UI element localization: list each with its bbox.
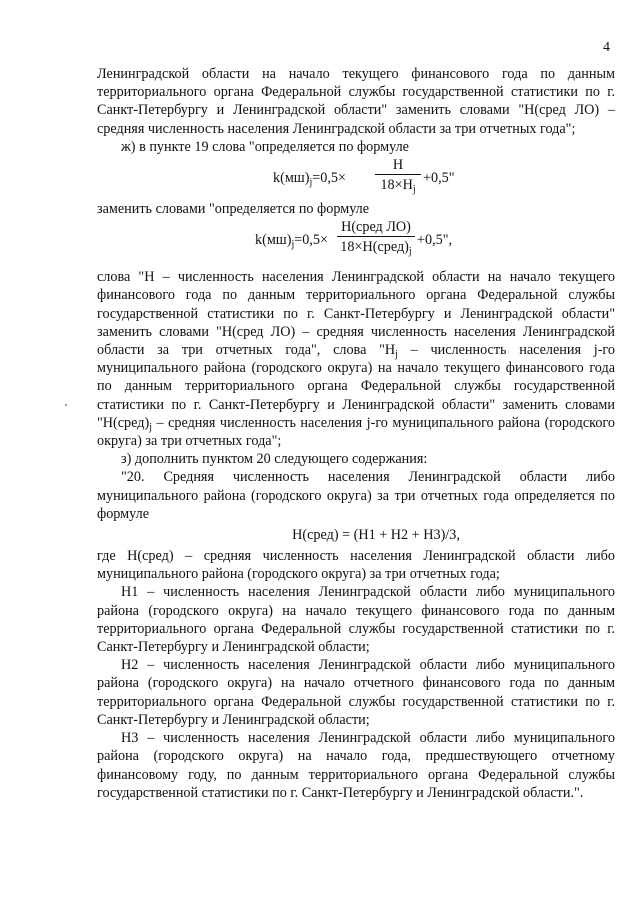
formula-old-den-sub: j: [412, 184, 416, 196]
formula-old: [97, 156, 615, 202]
paragraph-h2: Н2 – численность населения Ленинградской области либо муниципального района (городского округа) на начало отчетного финансового года по данным территориального органа Федеральной службы государственной статистики по г. Санкт-Петербургу и Ленинградской области;: [97, 657, 615, 728]
formula-old-middle: =0,5×: [312, 170, 346, 187]
formula-old-denominator: 18×Н: [380, 177, 413, 194]
scan-dot: [65, 404, 67, 406]
formula-new-left-sub: j: [291, 239, 295, 251]
paragraph-continuation: Ленинградской области на начало текущего финансового года по данным территориального органа Федеральной службы государственной статистики по г. Санкт-Петербургу и Ленинградской области" заменить словами "Н(сред ЛО) – средняя численность населения Ленинградской области за три отчетных года";: [97, 66, 615, 137]
paragraph-point-20: "20. Средняя численность населения Ленинградской области либо муниципального района (городского округа) за три отчетных года определяется по формуле: [97, 469, 615, 522]
paragraph-item-z: з) дополнить пунктом 20 следующего содержания:: [121, 451, 428, 468]
document-body: [97, 65, 615, 802]
formula-new-right: +0,5",: [417, 232, 453, 249]
formula-old-left-sub: j: [309, 177, 313, 189]
formula-new-numerator: Н(сред ЛО): [341, 219, 411, 236]
formula-new-den-sub: j: [408, 246, 412, 258]
page-number: 4: [603, 40, 610, 55]
formula-new-left: k(мш): [255, 232, 292, 249]
paragraph-h3: Н3 – численность населения Ленинградской области либо муниципального района (городского округа) на начало года, предшествующего отчетному финансовому году, по данным территориального органа Федеральной службы государственной статистики по г. Санкт-Петербургу и Ленинградской области.".: [97, 730, 615, 801]
paragraph-h1: Н1 – численность населения Ленинградской области либо муниципального района (городского округа) на начало текущего финансового года по данным территориального органа Федеральной службы государственной статистики по г. Санкт-Петербургу и Ленинградской области;: [97, 584, 615, 656]
formula-old-left: k(мш): [273, 170, 310, 187]
formula-new-denominator: 18×Н(сред): [340, 239, 409, 256]
paragraph-replace-with: заменить словами "определяется по формуле: [97, 201, 370, 218]
paragraph-words-sub1: j: [395, 349, 398, 361]
paragraph-words-a: слова "Н – численность населения Ленинградской области на начало текущего финансового года по данным территориального органа Федеральной службы государственной статистики по г. Санкт-Петербургу и Ленинградской области" заменить словами "Н(сред ЛО) – средняя численность населения Ленинградской области за три отчетных года", слова "Н: [97, 269, 615, 359]
paragraph-words-b: – численность населения j-го муниципального района (городского округа) на начало текущего финансового года по данным территориального органа Федеральной службы государственной статистики по г. Санкт-Петербургу и Ленинградской области" заменить словами "Н(сред): [97, 342, 615, 431]
paragraph-words-c: – средняя численность населения j-го муниципального района (городского округа) за три отчетных года";: [97, 414, 615, 450]
paragraph-where: где Н(сред) – средняя численность населения Ленинградской области либо муниципального района (городского округа) за три отчетных года;: [97, 548, 615, 583]
formula-new: [97, 218, 615, 264]
paragraph-words-sub2: j: [149, 421, 152, 433]
formula-old-numerator: Н: [392, 157, 404, 174]
formula-old-fraction: [375, 156, 421, 196]
formula-new-fraction: [337, 218, 415, 258]
formula-old-right: +0,5": [423, 170, 455, 187]
formula-average: Н(сред) = (Н1 + Н2 + Н3)/3,: [292, 527, 460, 544]
formula-new-middle: =0,5×: [294, 232, 328, 249]
paragraph-item-zh: ж) в пункте 19 слова "определяется по формуле: [121, 138, 409, 155]
paragraph-words-replacement: [97, 268, 615, 450]
